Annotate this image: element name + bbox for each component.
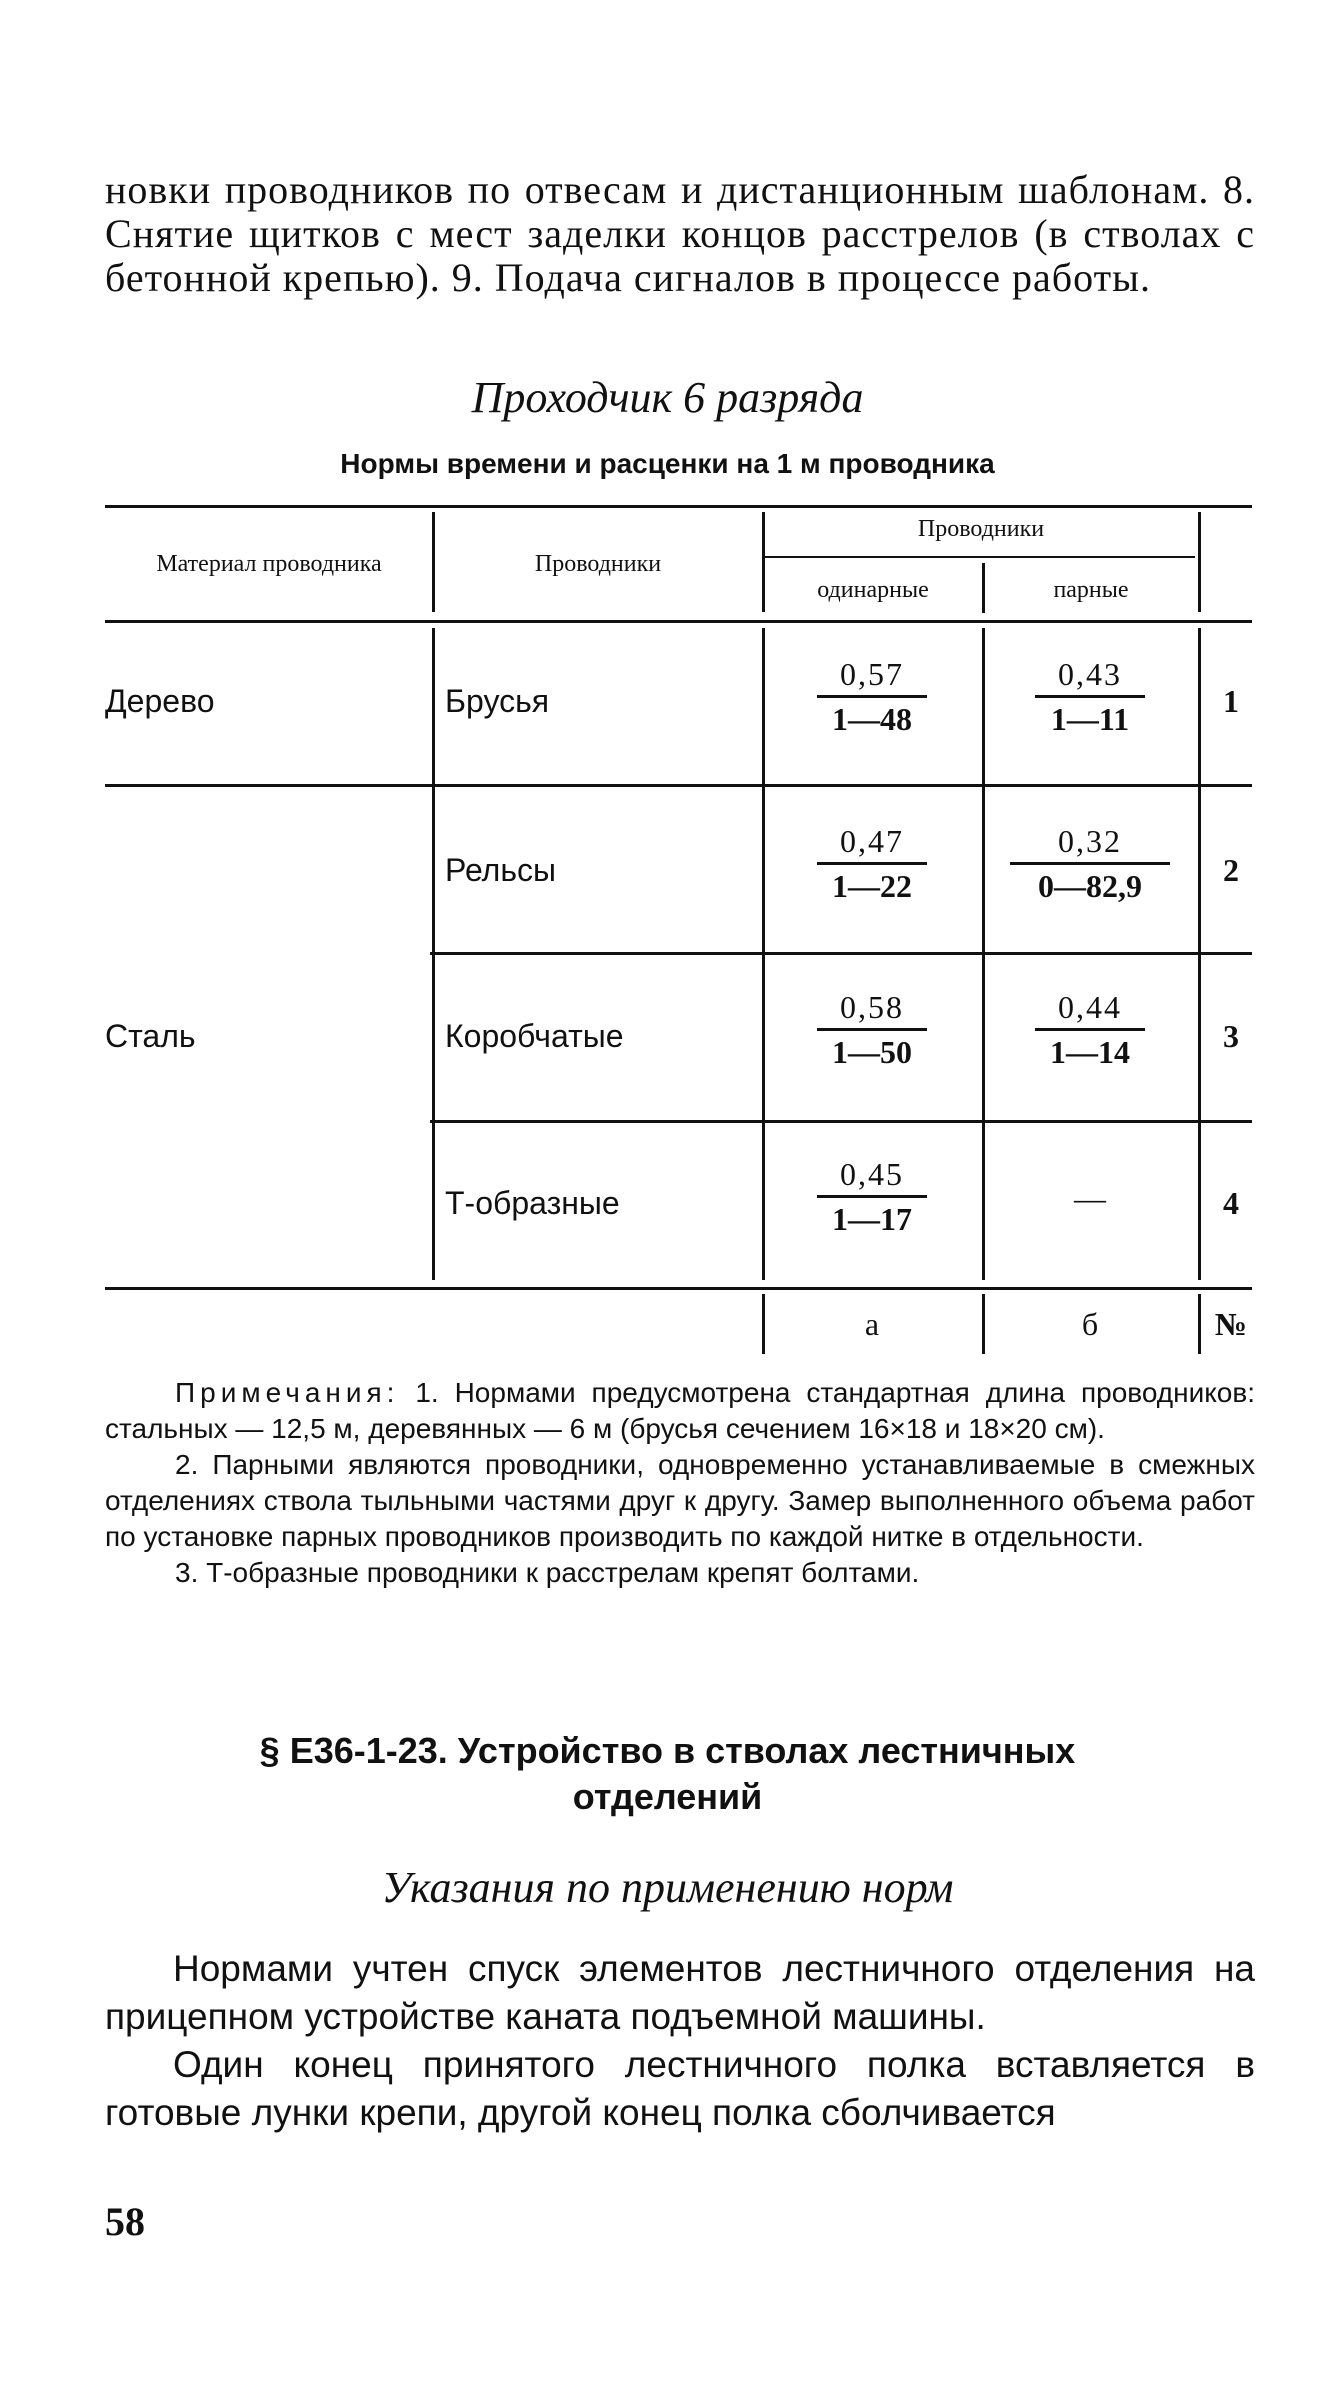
section-paragraph-1: Нормами учтен спуск элементов лестничного отделения на прицепном устройстве каната подъемной машины.: [105, 1948, 1255, 2037]
single-norm-rate-2: [762, 820, 982, 907]
paired-norm-rate-1: [980, 653, 1200, 740]
header-paired: парные: [1053, 577, 1129, 603]
page-number: 58: [105, 2199, 145, 2244]
row-divider-box: [430, 1120, 1252, 1123]
single-norm: 0,58: [840, 989, 904, 1025]
single-norm-rate-3: [762, 986, 982, 1073]
notes-label: Примечания:: [175, 1377, 400, 1408]
intro-paragraph: новки проводников по отвесам и дистанционным шаблонам. 8. Снятие щитков с мест заделки концов расстрелов (в стволах с бетонной крепью). 9. Подача сигналов в процессе работы.: [105, 167, 1255, 300]
note-2: 2. Парными являются проводники, одновременно устанавливаемые в смежных отделениях ствола тыльными частями друг к другу. Замер выполненного объема работ по установке парных проводников производить по каждой нитке в отдельности.: [105, 1449, 1255, 1552]
header-group-divider: [765, 556, 1195, 558]
header-bottom-border: [105, 620, 1252, 623]
note-1: [105, 1375, 1255, 1447]
table-top-border: [105, 505, 1252, 508]
vline-body-1: [432, 628, 435, 1280]
header-material: Материал проводника: [156, 551, 382, 577]
paired-rate: 1—14: [1050, 1034, 1130, 1070]
single-norm-rate-4: [762, 1153, 982, 1240]
note-1-text: 1. Нормами предусмотрена стандартная длина проводников: стальных — 12,5 м, деревянных — 6 м (брусья сечением 16×18 и 18×20 см).: [105, 1377, 1256, 1444]
section-body: [105, 1945, 1255, 2137]
vline-header-3: [982, 563, 985, 613]
row-number: 3: [1223, 1018, 1239, 1054]
section-title-line2: отделений: [572, 1776, 763, 1817]
table-title: Нормы времени и расценки на 1 м проводника: [340, 448, 995, 479]
section-subtitle: Указания по применению норм: [381, 1863, 954, 1912]
single-rate: 1—48: [832, 701, 912, 737]
single-rate: 1—17: [832, 1201, 912, 1237]
section-title: [0, 1728, 1335, 1820]
paired-norm: 0,43: [1058, 656, 1122, 692]
footer-col-b: б: [1081, 1306, 1099, 1342]
vline-header-4: [1198, 512, 1201, 612]
material-wood: Дерево: [105, 683, 215, 719]
guide-rails: Рельсы: [445, 852, 557, 888]
header-guides: Проводники: [534, 551, 662, 577]
single-norm-rate-1: [762, 653, 982, 740]
row-number: 2: [1223, 852, 1239, 888]
table-bottom-border: [105, 1287, 1252, 1290]
row-number: 4: [1223, 1185, 1239, 1221]
guide-box: Коробчатые: [445, 1018, 624, 1054]
paired-norm: 0,32: [1058, 823, 1122, 859]
single-rate: 1—22: [832, 868, 912, 904]
row-divider-wood: [105, 784, 1252, 787]
vline-header-2: [762, 512, 765, 612]
note-3: 3. Т-образные проводники к расстрелам крепят болтами.: [175, 1557, 920, 1588]
table-notes: [105, 1375, 1255, 1591]
paired-dash: —: [1074, 1180, 1106, 1216]
header-single: одинарные: [817, 577, 929, 603]
single-rate: 1—50: [832, 1034, 912, 1070]
single-norm: 0,45: [840, 1156, 904, 1192]
vline-header-1: [432, 512, 435, 612]
section-title-line1: § Е36-1-23. Устройство в стволах лестничных: [259, 1730, 1076, 1771]
guide-tee: Т-образные: [445, 1185, 620, 1221]
footer-col-num: №: [1214, 1306, 1248, 1342]
header-guides-group: Проводники: [917, 516, 1045, 542]
paired-norm: 0,44: [1058, 989, 1122, 1025]
single-norm: 0,57: [840, 656, 904, 692]
paired-rate: 1—11: [1050, 701, 1130, 737]
row-divider-rails: [430, 952, 1252, 955]
footer-col-a: а: [864, 1306, 880, 1342]
worker-heading: Проходчик 6 разряда: [471, 373, 864, 422]
guide-beams: Брусья: [445, 683, 550, 719]
material-steel: Сталь: [105, 1018, 196, 1054]
paired-norm-rate-3: [980, 986, 1200, 1073]
paired-rate: 0—82,9: [1038, 868, 1142, 904]
paired-norm-rate-2: [980, 820, 1200, 907]
single-norm: 0,47: [840, 823, 904, 859]
row-number: 1: [1223, 683, 1239, 719]
section-paragraph-2: Один конец принятого лестничного полка вставляется в готовые лунки крепи, другой конец полка сболчивается: [105, 2044, 1255, 2133]
